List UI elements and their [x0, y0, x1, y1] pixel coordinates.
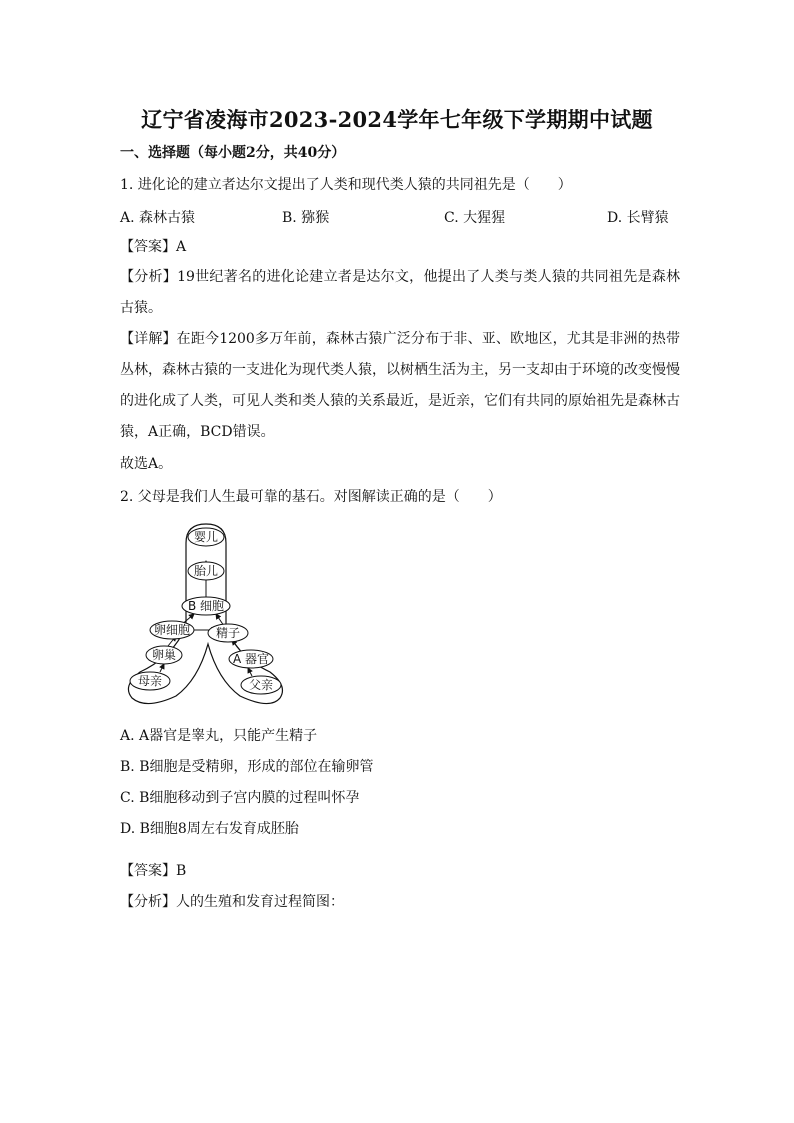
q1-option-b: B. 猕猴	[282, 210, 330, 226]
question-2-stem: 2. 父母是我们人生最可靠的基石。对图解读正确的是（ ）	[120, 489, 502, 505]
node-fetus-label: 胎儿	[193, 564, 219, 578]
reproduction-diagram	[120, 518, 290, 708]
q1-answer: 【答案】A	[120, 239, 187, 255]
q1-option-c: C. 大猩猩	[444, 210, 506, 226]
q1-analysis: 【分析】19世纪著名的进化论建立者是达尔文，他提出了人类与类人猿的共同祖先是森林古猿。	[120, 269, 680, 316]
node-sperm-label: 精子	[215, 626, 241, 640]
node-infant-label: 婴儿	[193, 530, 219, 544]
node-ovary-label: 卵巢	[151, 648, 177, 662]
question-1-stem: 1. 进化论的建立者达尔文提出了人类和现代类人猿的共同祖先是（ ）	[120, 177, 572, 193]
q1-option-d: D. 长臂猿	[607, 210, 669, 226]
page-title: 辽宁省凌海市2023-2024学年七年级下学期期中试题	[141, 107, 653, 132]
q2-option-d: D. B细胞8周左右发育成胚胎	[120, 821, 299, 837]
q2-option-c: C. B细胞移动到子宫内膜的过程叫怀孕	[120, 790, 360, 806]
node-mother-label: 母亲	[137, 674, 163, 688]
q1-option-a: A. 森林古猿	[120, 210, 196, 226]
q2-option-b: B. B细胞是受精卵，形成的部位在输卵管	[120, 759, 374, 775]
q1-detail: 【详解】在距今1200多万年前，森林古猿广泛分布于非、亚、欧地区，尤其是非洲的热带丛林，森林古猿的一支进化为现代类人猿，以树栖生活为主，另一支却由于环境的改变慢慢的进化成了人类，可见人类和类人猿的关系最近，是近亲，它们有共同的原始祖先是森林古猿，A正确，BCD错误。	[120, 331, 680, 440]
node-cell-b-label: B 细胞	[187, 599, 225, 613]
q1-conclusion: 故选A。	[120, 456, 173, 472]
node-father-label: 父亲	[248, 678, 274, 692]
node-organ-a-label: A 器官	[232, 652, 270, 666]
node-egg-label: 卵细胞	[153, 623, 191, 637]
section-heading: 一、选择题（每小题2分，共40分）	[120, 145, 346, 161]
q2-analysis: 【分析】人的生殖和发育过程简图：	[120, 894, 344, 910]
q2-answer: 【答案】B	[120, 863, 187, 879]
q2-option-a: A. A器官是睾丸，只能产生精子	[120, 728, 318, 744]
